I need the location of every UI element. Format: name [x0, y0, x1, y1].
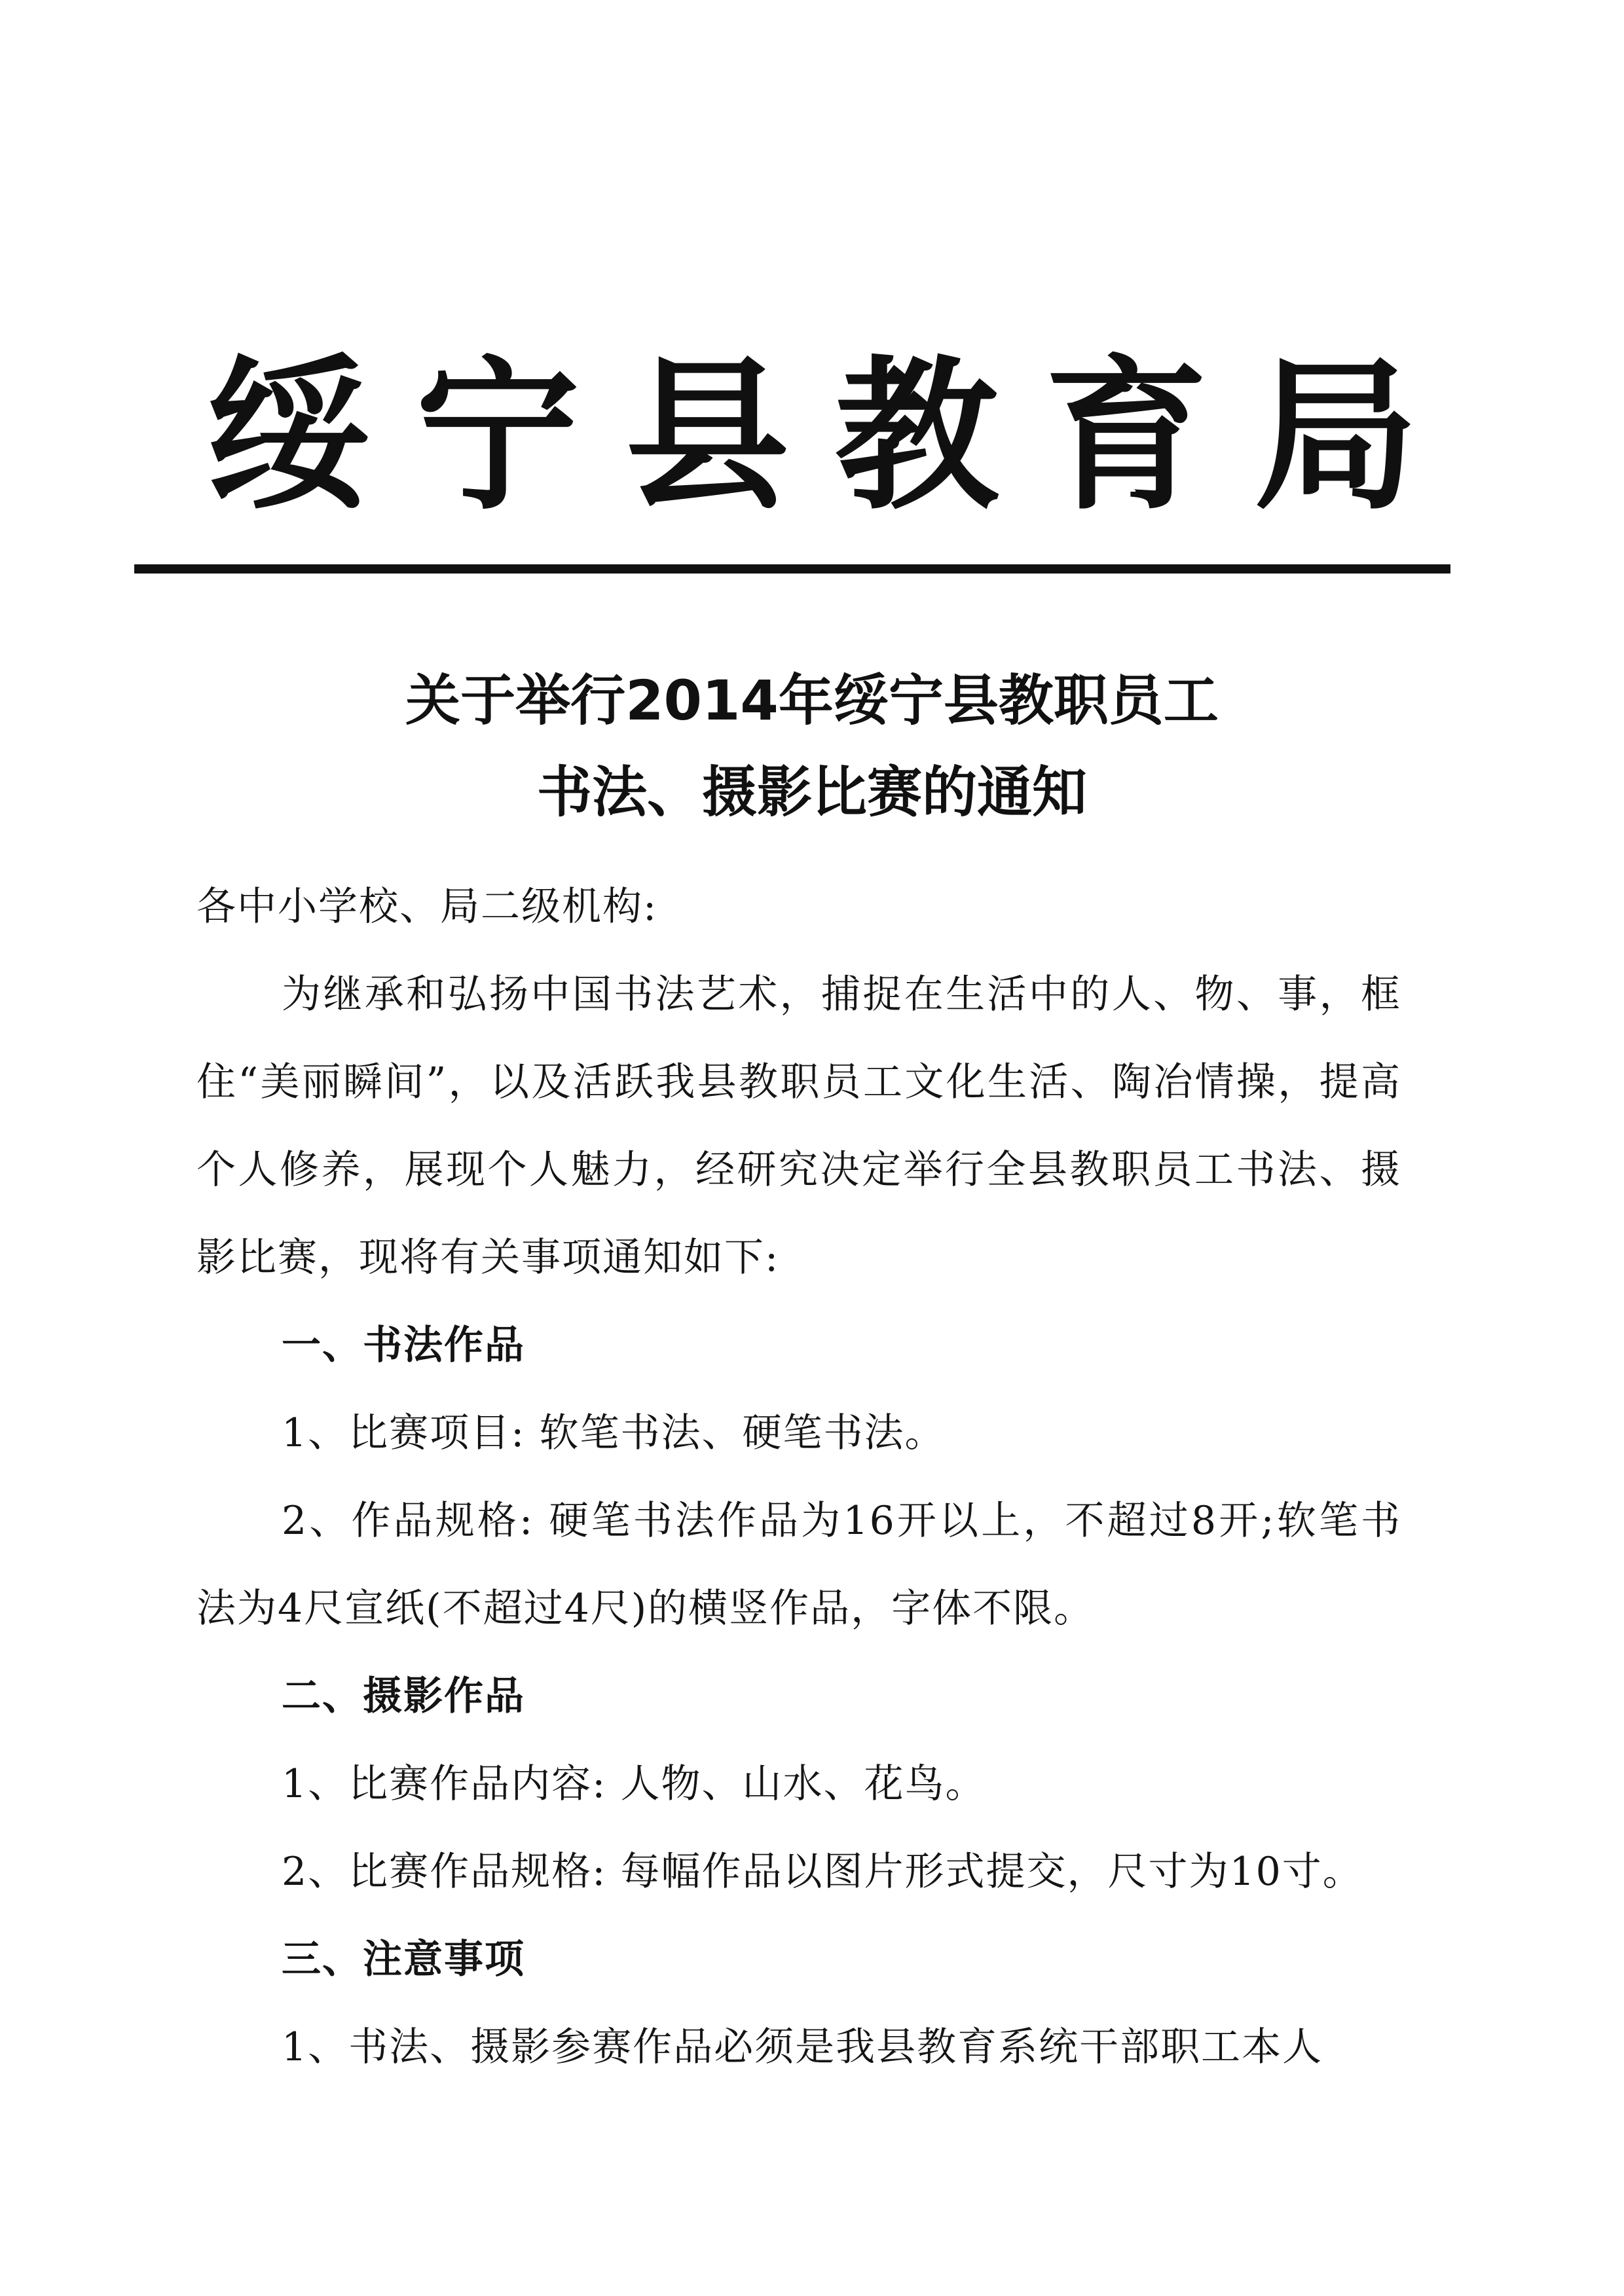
section-item: 1、比赛作品内容: 人物、山水、花鸟。: [282, 1761, 986, 1807]
header-divider-rule: [134, 564, 1450, 574]
addressee-line: 各中小学校、局二级机构:: [196, 884, 658, 930]
notice-body: [196, 863, 1401, 2091]
issuing-organization-title: 绥宁县教育局: [206, 339, 1464, 532]
section-heading-calligraphy: 一、书法作品: [282, 1322, 525, 1368]
notice-title: [0, 655, 1624, 838]
section-item: 1、书法、摄影参赛作品必须是我县教育系统干部职工本人: [282, 2024, 1323, 2070]
section-heading-photography: 二、摄影作品: [282, 1673, 525, 1719]
section-item: 1、比赛项目: 软笔书法、硬笔书法。: [282, 1410, 946, 1456]
notice-title-line-2: 书法、摄影比赛的通知: [536, 760, 1087, 824]
section-heading-notes: 三、注意事项: [282, 1937, 525, 1982]
section-item: 2、作品规格: 硬笔书法作品为16开以上，不超过8开;软笔书法为4尺宣纸(不超过4尺)的横竖作品，字体不限。: [196, 1498, 1401, 1631]
notice-title-line-1: 关于举行2014年绥宁县教职员工: [405, 668, 1219, 733]
section-item: 2、比赛作品规格: 每幅作品以图片形式提交，尺寸为10寸。: [282, 1849, 1363, 1895]
intro-paragraph: 为继承和弘扬中国书法艺术，捕捉在生活中的人、物、事，框住“美丽瞬间”，以及活跃我县教职员工文化生活、陶冶情操，提高个人修养，展现个人魅力，经研究决定举行全县教职员工书法、摄影比赛，现将有关事项通知如下:: [196, 972, 1401, 1281]
